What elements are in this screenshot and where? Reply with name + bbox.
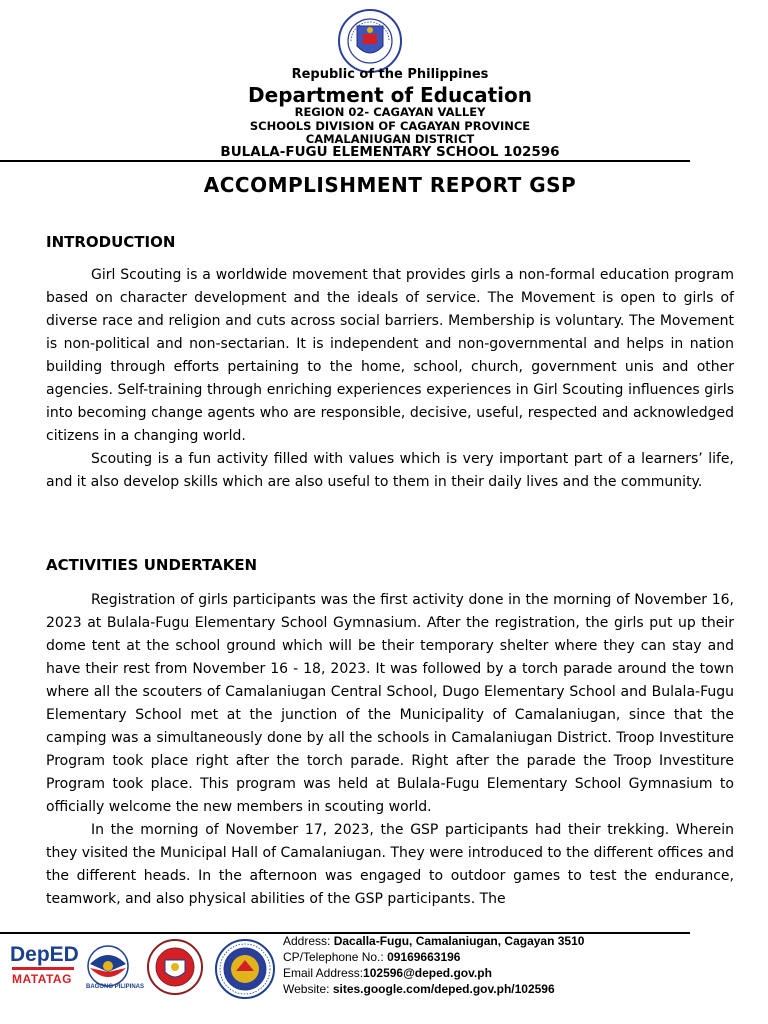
activities-paragraph: Registration of girls participants was the first activity done in the morning of November 16, 2023 at Bulala-Fugu Elementary School Gymnasium. After the registration, the girls put up their dome tent at the school ground which will be their temporary shelter where they can stay and have their rest from November 16 - 18, 2023. It was followed by a torch parade around the town where all the scouters of Camalaniugan Central School, Dugo Elementary School and Bulala-Fugu Elementary School met at the junction of the Municipality of Camalaniugan, since that the camping was a simultaneously done by all the schools in Camalaniugan District. Troop Investiture Program took place right after the torch parade. Right after the parade the Troop Investiture Program took place. This program was held at Bulala-Fugu Elementary School Gymnasium to officially welcome the new members in scouting world. (46, 592, 734, 815)
email-value[interactable]: 102596@deped.gov.ph (363, 966, 492, 980)
address-value: Dacalla-Fugu, Camalaniugan, Cagayan 3510 (333, 934, 585, 948)
division-name: SCHOOLS DIVISION OF CAGAYAN PROVINCE (249, 118, 531, 133)
introduction-heading: INTRODUCTION (46, 233, 176, 251)
footer-website (283, 981, 584, 997)
footer-email (283, 965, 584, 981)
website-label: Website: (283, 982, 333, 996)
region-name: REGION 02- CAGAYAN VALLEY (294, 105, 486, 119)
country-name: Republic of the Philippines (291, 67, 489, 82)
division-seal-logo (146, 938, 204, 996)
activities-heading: ACTIVITIES UNDERTAKEN (46, 556, 258, 574)
phone-value: 09169663196 (387, 950, 461, 964)
school-seal-logo (214, 938, 276, 1000)
deped-logo-text: DepED (10, 943, 79, 966)
email-label: Email Address: (283, 966, 364, 980)
activities-body (46, 589, 734, 934)
district-name: CAMALANIUGAN DISTRICT (305, 132, 475, 146)
footer-address (283, 933, 584, 949)
footer-contact (283, 933, 584, 997)
report-title: ACCOMPLISHMENT REPORT GSP (203, 173, 577, 197)
deped-matatag-logo (10, 944, 80, 994)
bagong-pilipinas-text: BAGONG PILIPINAS (86, 984, 145, 990)
header-subtitles (0, 106, 768, 147)
deped-logo-stripe (12, 967, 74, 970)
activities-paragraph: In the morning of November 17, 2023, the GSP participants had their trekking. Wherein they visited the Municipal Hall of Camalaniugan. They were introduced to the different offices and the different heads. In the afternoon was engaged to outdoor games to test the endurance, teamwork, and also physical abilities of the GSP participants. The (46, 822, 734, 907)
address-label: Address: (283, 934, 334, 948)
header-divider (0, 160, 690, 162)
introduction-paragraph: Girl Scouting is a worldwide movement that provides girls a non-formal education program based on character development and the ideals of service. The Movement is open to girls of diverse race and religion and cuts across social barriers. Membership is voluntary. The Movement is non-political and non-sectarian. It is independent and non-governmental and helps in nation building through efforts pertaining to the home, school, church, government unis and other agencies. Self-training through enriching experiences experiences in Girl Scouting influences girls into becoming change agents who are responsible, decisive, useful, respected and acknowledged citizens in a changing world. (46, 267, 734, 444)
school-name: BULALA-FUGU ELEMENTARY SCHOOL 102596 (220, 144, 560, 160)
website-value[interactable]: sites.google.com/deped.gov.ph/102596 (332, 982, 555, 996)
department-name: Department of Education (248, 83, 532, 107)
introduction-body (46, 264, 734, 494)
phone-label: CP/Telephone No.: (283, 950, 388, 964)
introduction-paragraph: Scouting is a fun activity filled with values which is very important part of a learners’ life, and it also develop skills which are also useful to them in their daily lives and the community. (46, 451, 734, 490)
footer-phone (283, 949, 584, 965)
deped-seal-logo (337, 8, 403, 74)
matatag-logo-text: MATATAG (12, 972, 72, 986)
